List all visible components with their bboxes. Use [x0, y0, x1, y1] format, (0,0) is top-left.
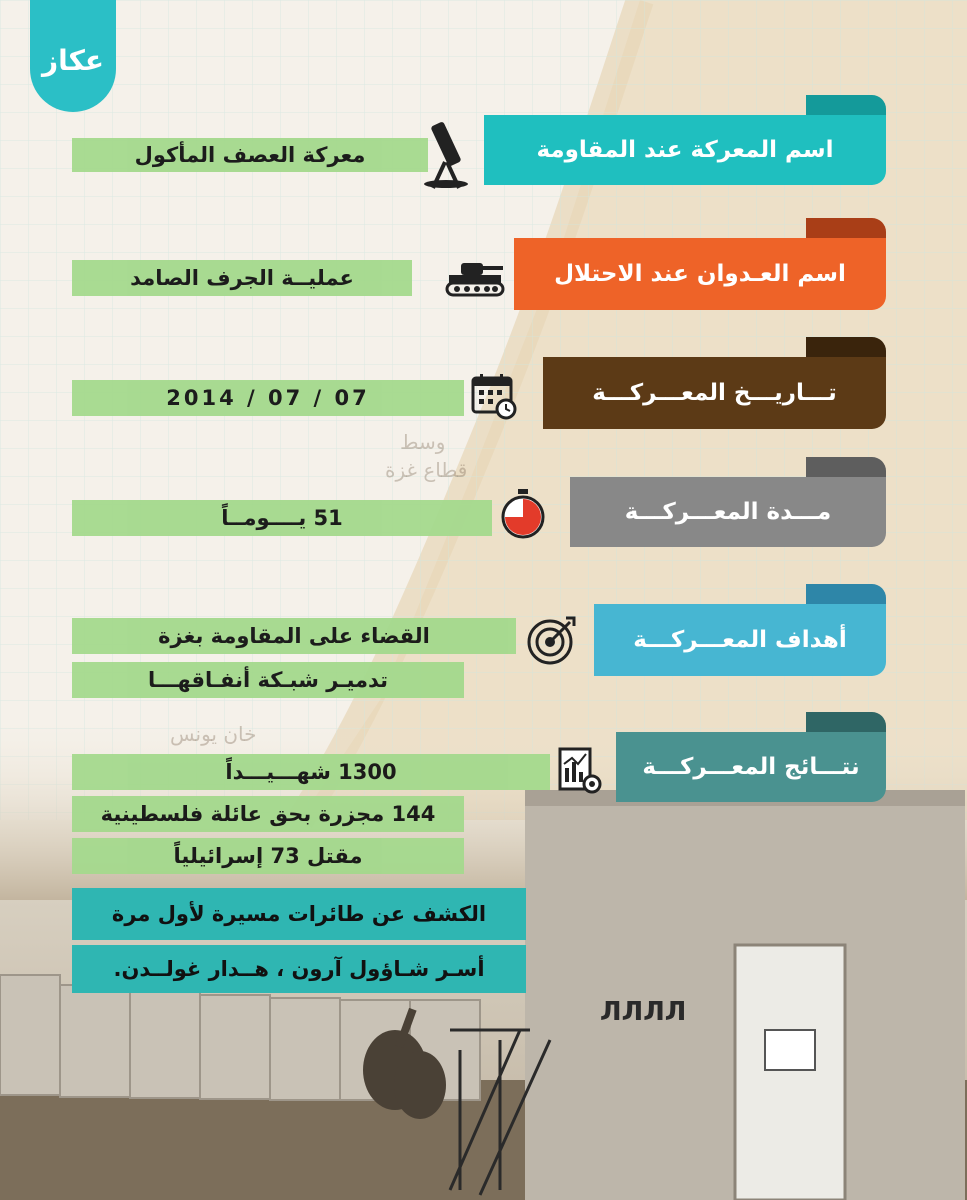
ribbon-label: أهداف المعـــركـــة — [594, 604, 886, 676]
results-report-icon — [556, 746, 604, 796]
ribbon-resistance-battle-name — [484, 115, 886, 185]
ribbon-battle-duration — [570, 477, 886, 547]
logo — [30, 0, 116, 112]
stopwatch-icon — [498, 488, 548, 540]
extra-fact-drones: الكشف عن طائرات مسيرة لأول مرة — [72, 888, 526, 940]
map-label-middle: وسط — [400, 430, 446, 454]
value-battle-date: 2014 / 07 / 07 — [72, 380, 464, 416]
value-battle-duration: 51 يــــومــاً — [72, 500, 492, 536]
ribbon-label: نتـــائج المعـــركـــة — [616, 732, 886, 802]
map-label-gaza-strip: قطاع غزة — [385, 458, 468, 482]
value-result-3: مقتل 73 إسرائيلياً — [72, 838, 464, 874]
ribbon-battle-results — [616, 732, 886, 802]
mortar-icon — [413, 118, 477, 190]
ribbon-label: اسم العـدوان عند الاحتلال — [514, 238, 886, 310]
tank-icon — [445, 255, 505, 299]
ribbon-label: مـــدة المعـــركـــة — [570, 477, 886, 547]
target-icon — [526, 614, 578, 666]
svg-text:ЛЛЛЛ: ЛЛЛЛ — [600, 997, 687, 1027]
ribbon-battle-objectives — [594, 604, 886, 676]
value-resistance-battle-name: معركة العصف المأكول — [72, 138, 428, 172]
calendar-icon — [470, 372, 518, 420]
value-objective-1: القضاء على المقاومة بغزة — [72, 618, 516, 654]
extra-fact-captives: أسـر شـاؤول آرون ، هــدار غولــدن. — [72, 945, 526, 993]
value-objective-2: تدميـر شبـكة أنفـاقهـــا — [72, 662, 464, 698]
value-occupation-operation-name: عمليــة الجرف الصامد — [72, 260, 412, 296]
value-result-2: 144 مجزرة بحق عائلة فلسطينية — [72, 796, 464, 832]
logo-text: عكاز — [41, 43, 105, 77]
map-label-khan-younis: خان يونس — [170, 722, 257, 746]
ribbon-label: اسم المعركة عند المقاومة — [484, 115, 886, 185]
value-result-1: 1300 شهـــيـــداً — [72, 754, 550, 790]
ribbon-occupation-operation-name — [514, 238, 886, 310]
ribbon-battle-date — [543, 357, 886, 429]
ribbon-label: تـــاريـــخ المعـــركـــة — [543, 357, 886, 429]
